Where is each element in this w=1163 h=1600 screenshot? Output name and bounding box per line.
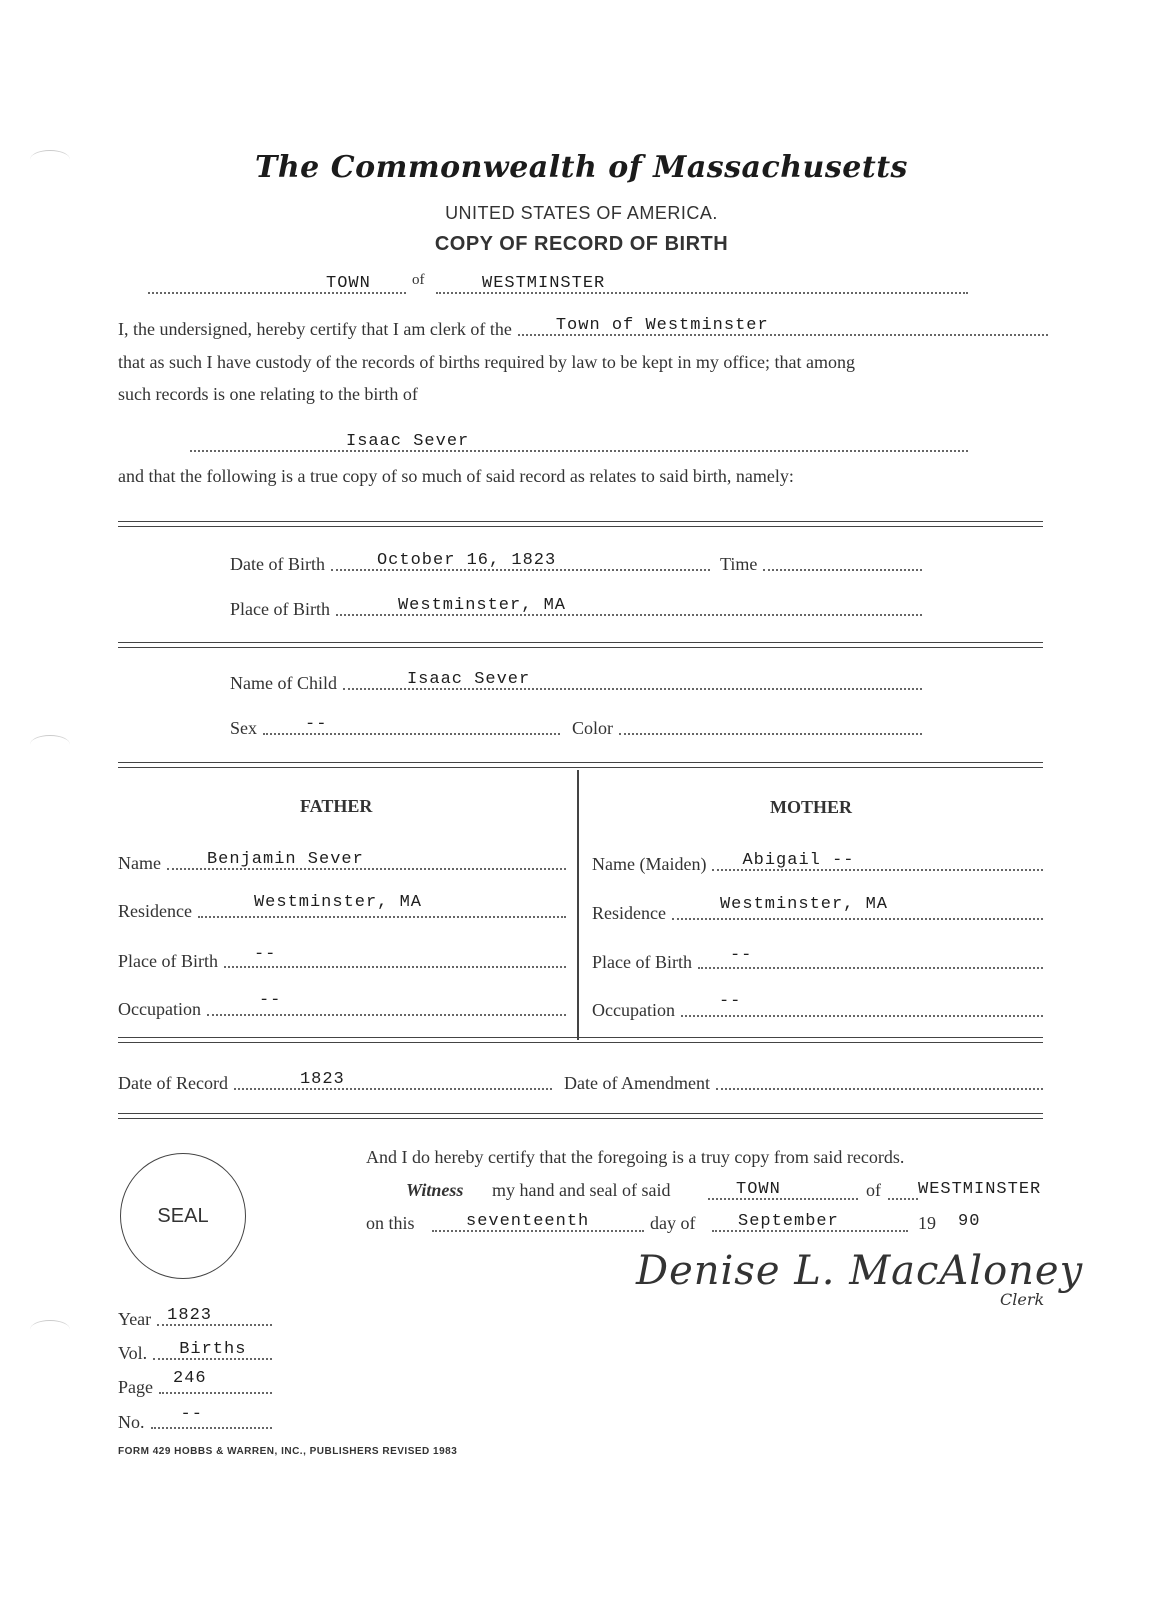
mother-occupation-field	[592, 993, 1043, 1021]
color-field	[572, 711, 922, 739]
document-title: The Commonwealth of Massachusetts	[255, 150, 908, 185]
country-heading: UNITED STATES OF AMERICA.	[445, 203, 718, 223]
section-divider	[118, 1037, 1043, 1043]
on-this-label: on this	[366, 1213, 415, 1233]
index-page-label: Page	[118, 1377, 153, 1397]
certify-line-4: and that the following is a true copy of so much of said record as relates to said birth, namely:	[118, 466, 794, 486]
place-of-birth-value: Westminster, MA	[397, 596, 567, 615]
name-of-child-label: Name of Child	[230, 673, 337, 693]
father-heading: FATHER	[300, 796, 373, 816]
section-divider	[118, 1113, 1043, 1119]
form-footer: FORM 429 HOBBS & WARREN, INC., PUBLISHERS REVISED 1983	[118, 1446, 458, 1457]
index-year-label: Year	[118, 1309, 152, 1329]
witness-text: my hand and seal of said	[492, 1180, 671, 1200]
father-occupation-field	[118, 992, 566, 1020]
color-label: Color	[572, 718, 614, 738]
mother-birthplace-field	[592, 945, 1043, 973]
jurisdiction-type-field	[148, 270, 406, 298]
index-vol-value: Births	[179, 1340, 247, 1359]
certify-line-2: that as such I have custody of the records of births required by law to be kept in my office; that among	[118, 352, 855, 372]
father-occupation-value: --	[258, 991, 282, 1010]
index-year-field	[118, 1302, 272, 1330]
punch-hole-mark	[30, 735, 70, 754]
father-name-label: Name	[118, 853, 161, 873]
father-birthplace-label: Place of Birth	[118, 951, 218, 971]
date-of-amendment-field	[564, 1066, 1043, 1094]
father-name-value: Benjamin Sever	[206, 850, 364, 869]
day-of-label: day of	[650, 1213, 696, 1233]
witness-of-label: of	[866, 1180, 881, 1200]
date-of-record-label: Date of Record	[118, 1073, 228, 1093]
index-no-label: No.	[118, 1412, 145, 1432]
certify-line-1: I, the undersigned, hereby certify that I am clerk of the	[118, 319, 512, 339]
witness-town-value: TOWN	[736, 1180, 781, 1199]
date-of-birth-value: October 16, 1823	[376, 551, 557, 570]
index-page-field	[118, 1370, 272, 1398]
witness-place-value: WESTMINSTER	[918, 1180, 1042, 1199]
parents-column-divider	[577, 770, 579, 1040]
month-field	[712, 1208, 908, 1236]
seal-circle	[120, 1153, 246, 1279]
father-residence-label: Residence	[118, 901, 192, 921]
mother-birthplace-value: --	[729, 946, 753, 965]
witness-word: Witness	[406, 1180, 464, 1200]
mother-occupation-label: Occupation	[592, 1000, 675, 1020]
document-type-heading: COPY OF RECORD OF BIRTH	[434, 233, 729, 255]
section-divider	[118, 521, 1043, 527]
father-birthplace-value: --	[253, 945, 277, 964]
jurisdiction-type-value: TOWN	[326, 274, 371, 293]
month-value: September	[738, 1212, 839, 1231]
day-value: seventeenth	[466, 1212, 590, 1231]
date-of-record-field	[118, 1066, 552, 1094]
witness-place-field	[888, 1176, 918, 1204]
date-of-birth-label: Date of Birth	[230, 554, 325, 574]
clerk-of-value: Town of Westminster	[555, 316, 769, 335]
index-vol-field	[118, 1336, 272, 1364]
section-divider	[118, 762, 1043, 768]
clerk-of-field	[118, 312, 1048, 340]
father-residence-value: Westminster, MA	[253, 893, 422, 912]
father-residence-field	[118, 894, 566, 922]
index-vol-label: Vol.	[118, 1343, 148, 1363]
mother-residence-field	[592, 896, 1043, 924]
date-of-amendment-label: Date of Amendment	[564, 1073, 710, 1093]
time-label: Time	[720, 554, 758, 574]
clerk-label: Clerk	[1000, 1290, 1045, 1309]
year-suffix: 90	[958, 1212, 981, 1231]
father-name-field	[118, 846, 566, 874]
mother-name-value: Abigail --	[742, 851, 855, 870]
mother-name-field	[592, 847, 1043, 875]
certify-truth-line: And I do hereby certify that the foregoing is a truy copy from said records.	[366, 1147, 905, 1167]
time-field	[720, 547, 922, 575]
mother-heading: MOTHER	[770, 797, 853, 817]
name-of-child-field	[230, 666, 922, 694]
jurisdiction-name-field	[436, 270, 968, 298]
father-birthplace-field	[118, 944, 566, 972]
date-of-record-value: 1823	[299, 1070, 345, 1089]
place-of-birth-label: Place of Birth	[230, 599, 330, 619]
sex-field	[230, 711, 560, 739]
subject-name-value: Isaac Sever	[346, 432, 470, 451]
index-page-value: 246	[173, 1369, 207, 1388]
sex-label: Sex	[230, 718, 257, 738]
father-occupation-label: Occupation	[118, 999, 201, 1019]
mother-residence-value: Westminster, MA	[719, 895, 888, 914]
witness-town-field	[708, 1176, 858, 1204]
sex-value: --	[305, 715, 328, 734]
mother-birthplace-label: Place of Birth	[592, 952, 692, 972]
mother-residence-label: Residence	[592, 903, 666, 923]
year-prefix: 19	[918, 1213, 936, 1233]
mother-occupation-value: --	[718, 992, 742, 1011]
index-no-field	[118, 1405, 272, 1433]
index-year-value: 1823	[167, 1306, 212, 1325]
punch-hole-mark	[30, 1320, 70, 1339]
clerk-signature: Denise L. MacAloney	[636, 1248, 1084, 1294]
date-of-birth-field	[230, 547, 710, 575]
subject-name-field	[190, 428, 968, 456]
jurisdiction-name-value: WESTMINSTER	[482, 274, 606, 293]
mother-name-label: Name (Maiden)	[592, 854, 707, 874]
index-no-value: --	[180, 1405, 203, 1424]
place-of-birth-field	[230, 592, 922, 620]
seal-label: SEAL	[157, 1204, 209, 1227]
name-of-child-value: Isaac Sever	[406, 670, 531, 689]
certify-line-3: such records is one relating to the birth of	[118, 384, 418, 404]
day-field	[432, 1208, 644, 1236]
of-label: of	[412, 272, 425, 288]
section-divider	[118, 642, 1043, 648]
